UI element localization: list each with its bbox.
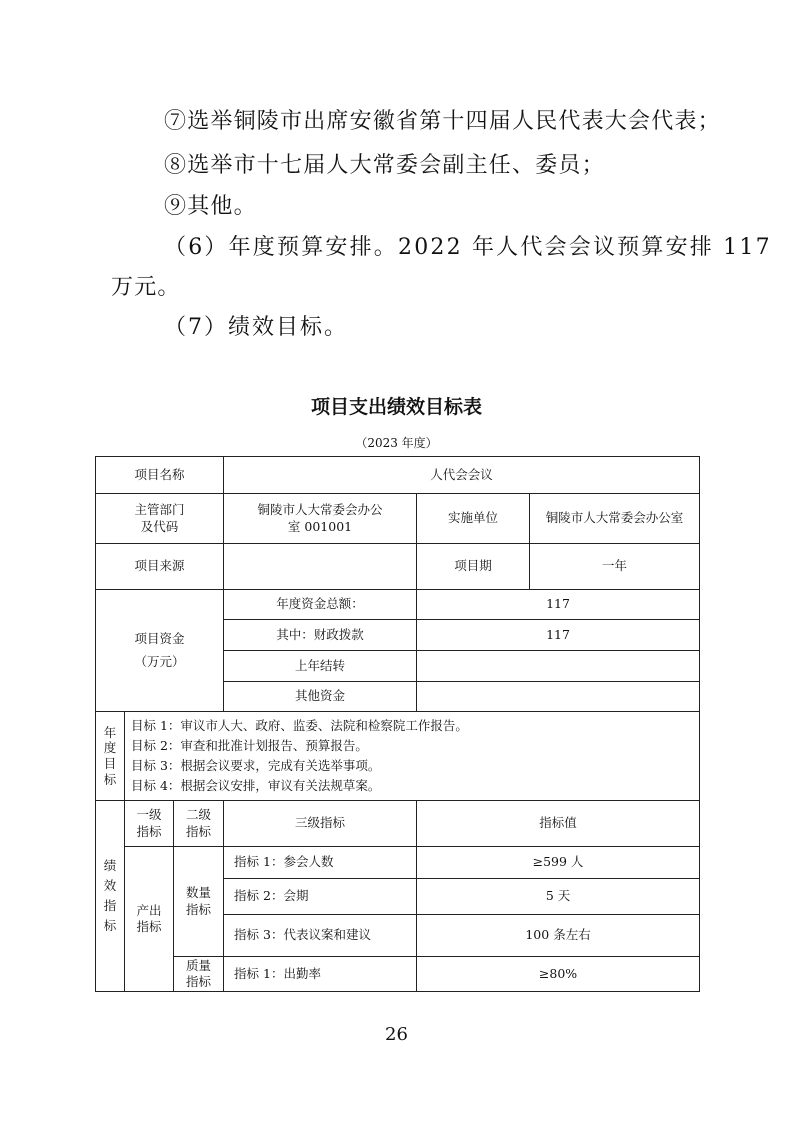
cell-label: 其中：财政拨款: [224, 620, 417, 651]
indicator-name: 指标 2：会期: [224, 879, 417, 915]
cell-value: 117: [417, 590, 700, 620]
quantity-label: 数量指标: [174, 847, 224, 957]
cell-label: 项目来源: [96, 544, 224, 590]
table-row: [96, 494, 700, 544]
annual-goal-label: 年度目标: [96, 712, 125, 801]
cell-value: 117: [417, 620, 700, 651]
indicator-name: 指标 1：参会人数: [224, 847, 417, 879]
table-row: [96, 712, 700, 801]
header-level2: 二级指标: [174, 801, 224, 847]
paragraph-budget-cont: 万元。: [111, 275, 181, 300]
cell-label: 主管部门及代码: [96, 494, 224, 544]
table-row: [96, 544, 700, 590]
output-label: 产出指标: [125, 847, 174, 992]
cell-value: 人代会会议: [224, 457, 700, 494]
indicator-value: 100 条左右: [417, 915, 700, 957]
cell-value: 铜陵市人大常委会办公室 001001: [224, 494, 417, 544]
goal-item: 目标 3：根据会议要求，完成有关选举事项。: [131, 758, 381, 773]
cell-value: [417, 651, 700, 682]
header-level3: 三级指标: [224, 801, 417, 847]
goal-item: 目标 2：审查和批准计划报告、预算报告。: [131, 738, 368, 753]
cell-label: 项目资金（万元）: [96, 590, 224, 712]
cell-label: 项目期: [417, 544, 530, 590]
quality-label: 质量指标: [174, 957, 224, 992]
table-title: 项目支出绩效目标表: [310, 396, 482, 418]
goal-item: 目标 4：根据会议安排，审议有关法规草案。: [131, 778, 381, 793]
cell-value: [417, 682, 700, 712]
indicator-name: 指标 3：代表议案和建议: [224, 915, 417, 957]
indicator-value: ≥80%: [417, 957, 700, 992]
table-row: [96, 847, 700, 879]
cell-label: 项目名称: [96, 457, 224, 494]
paragraph-performance-goal: （7）绩效目标。: [164, 315, 348, 340]
header-value: 指标值: [417, 801, 700, 847]
paragraph-item-9: ⑨其他。: [164, 194, 257, 219]
table-row: [96, 590, 700, 620]
table-row: [96, 457, 700, 494]
header-level1: 一级指标: [125, 801, 174, 847]
goals-cell: [125, 712, 700, 801]
cell-value: 铜陵市人大常委会办公室: [530, 494, 700, 544]
paragraph-budget: （6）年度预算安排。2022 年人代会会议预算安排 117: [164, 235, 772, 260]
table-row: [96, 957, 700, 992]
table-year: （2023 年度）: [355, 436, 438, 450]
cell-label: 年度资金总额：: [224, 590, 417, 620]
paragraph-item-8: ⑧选举市十七届人大常委会副主任、委员；: [164, 153, 605, 178]
cell-label: 其他资金: [224, 682, 417, 712]
indicator-name: 指标 1：出勤率: [224, 957, 417, 992]
cell-value: [224, 544, 417, 590]
indicator-value: 5 天: [417, 879, 700, 915]
page-number: 26: [385, 1024, 408, 1045]
goal-item: 目标 1：审议市人大、政府、监委、法院和检察院工作报告。: [131, 718, 468, 733]
cell-label: 实施单位: [417, 494, 530, 544]
performance-table: [95, 456, 700, 992]
perf-label: 绩效指标: [96, 801, 125, 992]
cell-value: 一年: [530, 544, 700, 590]
cell-label: 上年结转: [224, 651, 417, 682]
paragraph-item-7: ⑦选举铜陵市出席安徽省第十四届人民代表大会代表；: [164, 109, 721, 134]
indicator-value: ≥599 人: [417, 847, 700, 879]
table-row: [96, 801, 700, 847]
